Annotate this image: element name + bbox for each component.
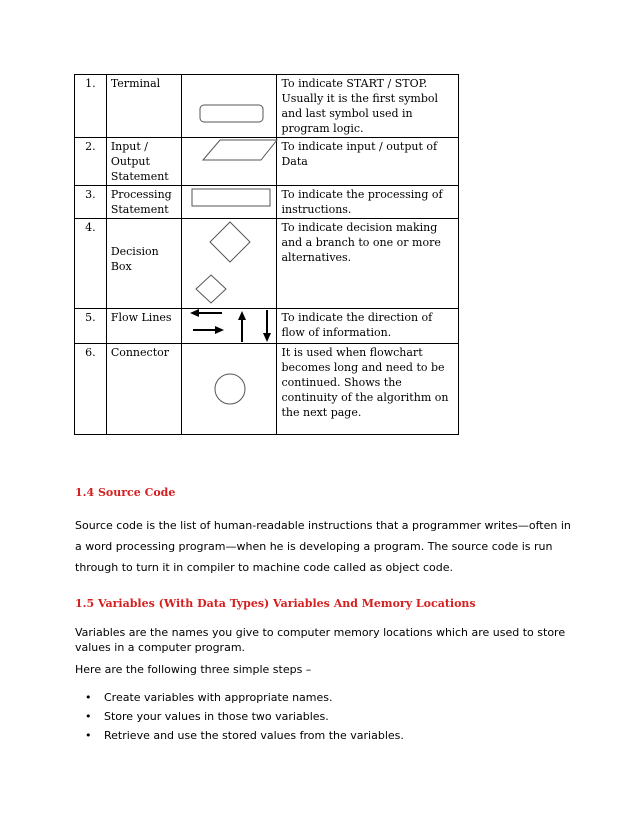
row-number: 2. [75, 138, 107, 186]
step-text: Store your values in those two variables. [104, 710, 329, 723]
variables-paragraph: Variables are the names you give to computer memory locations which are used to store values in a computer program. [75, 626, 566, 654]
bullet: • [85, 691, 92, 704]
symbol-name: Input / Output Statement [106, 138, 181, 186]
table-row [75, 186, 459, 219]
process-shape [192, 189, 270, 206]
symbol-name: Connector [106, 344, 181, 435]
decision-diamond-small [196, 275, 226, 303]
steps-list [85, 688, 404, 745]
flow-arrow-right [193, 326, 224, 334]
rectangle-symbol [181, 186, 277, 219]
terminal-symbol [181, 75, 277, 138]
list-item [85, 707, 404, 726]
bullet: • [85, 729, 92, 742]
list-item [85, 688, 404, 707]
section-heading-variables: 1.5 Variables (With Data Types) Variables And Memory Locations [75, 597, 476, 610]
source-code-paragraph: Source code is the list of human-readable instructions that a programmer writes—often in a word processing program—when he is developing a program. The source code is run through to turn it in compiler to machine code called as object code. [75, 519, 571, 574]
symbol-name: Flow Lines [106, 309, 181, 344]
symbol-description: To indicate decision making and a branch to one or more alternatives. [277, 219, 459, 309]
arrows-symbol [181, 309, 277, 344]
steps-intro: Here are the following three simple steps – [75, 663, 312, 676]
step-text: Retrieve and use the stored values from the variables. [104, 729, 404, 742]
symbol-description: To indicate START / STOP. Usually it is the first symbol and last symbol used in program logic. [277, 75, 459, 138]
symbol-name [106, 219, 181, 309]
circle-symbol [181, 344, 277, 435]
flow-arrow-up [238, 311, 246, 342]
row-number: 3. [75, 186, 107, 219]
step-text: Create variables with appropriate names. [104, 691, 333, 704]
symbol-description: To indicate input / output of Data [277, 138, 459, 186]
bullet: • [85, 710, 92, 723]
terminal-shape [200, 105, 263, 122]
table-row [75, 138, 459, 186]
row-number: 1. [75, 75, 107, 138]
decision-box-label: Decision Box [110, 245, 159, 273]
symbol-name: Terminal [106, 75, 181, 138]
section-heading-source-code: 1.4 Source Code [75, 486, 176, 499]
row-number: 4. [75, 219, 107, 309]
symbol-description: To indicate the direction of flow of information. [277, 309, 459, 344]
symbol-name: Processing Statement [106, 186, 181, 219]
diamond-symbol [181, 219, 277, 309]
parallelogram-shape [203, 140, 277, 160]
table-row [75, 219, 459, 309]
table-row [75, 344, 459, 435]
symbol-description: To indicate the processing of instructions. [277, 186, 459, 219]
list-item [85, 726, 404, 745]
flow-arrow-down [263, 310, 271, 342]
table-row [75, 75, 459, 138]
connector-circle [215, 374, 245, 404]
decision-diamond [210, 222, 250, 262]
row-number: 5. [75, 309, 107, 344]
flowchart-symbols-table [74, 74, 459, 435]
flow-arrow-left [190, 309, 222, 317]
symbol-description: It is used when flowchart becomes long and need to be continued. Shows the continuity of the algorithm on the next page. [277, 344, 459, 435]
row-number: 6. [75, 344, 107, 435]
table-row [75, 309, 459, 344]
parallelogram-symbol [181, 138, 277, 186]
